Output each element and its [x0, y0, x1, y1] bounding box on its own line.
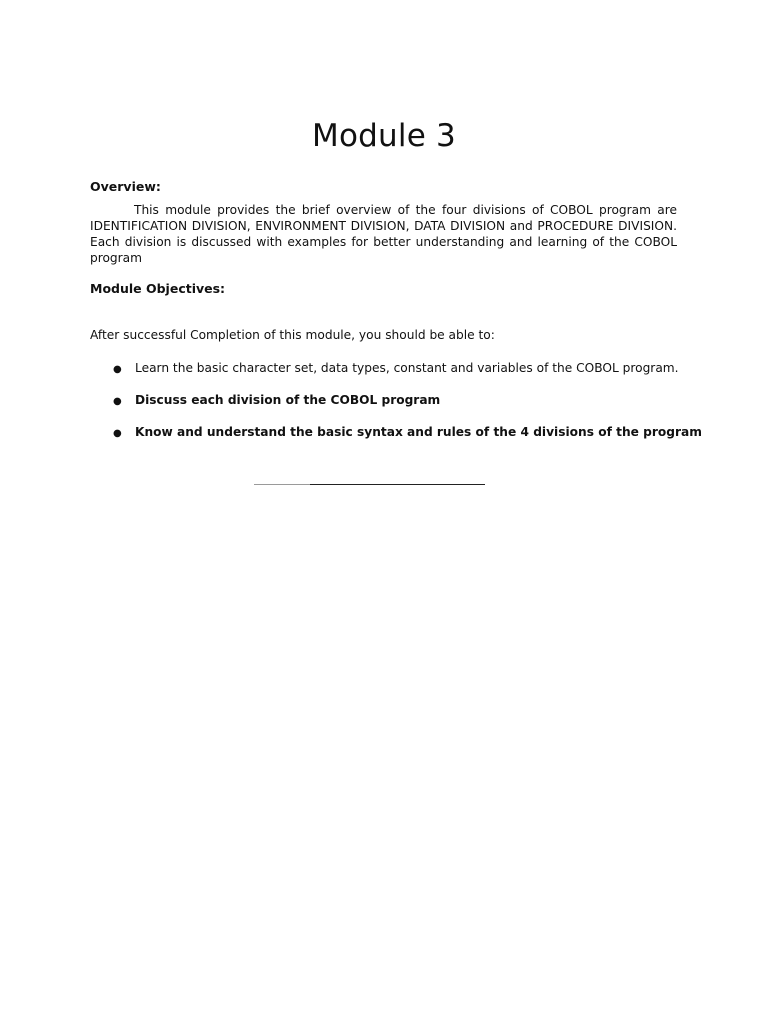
objective-text: Know and understand the basic syntax and rules of the 4 divisions of the program [135, 425, 702, 439]
objective-text: Discuss each division of the COBOL program [135, 393, 441, 407]
overview-heading: Overview: [90, 179, 161, 194]
objective-item [113, 360, 679, 378]
bullet-icon: ● [113, 364, 122, 375]
horizontal-rule [254, 484, 485, 485]
objectives-heading: Module Objectives: [90, 281, 226, 296]
objectives-intro: After successful Completion of this module, you should be able to: [90, 328, 495, 342]
objective-item [113, 424, 702, 442]
overview-paragraph [90, 202, 677, 266]
bullet-icon: ● [113, 396, 122, 407]
bullet-icon: ● [113, 428, 122, 439]
objective-text: Learn the basic character set, data types, constant and variables of the COBOL program. [135, 361, 679, 375]
objective-item [113, 392, 440, 410]
page-title: Module 3 [312, 118, 456, 154]
overview-text: This module provides the brief overview of the four divisions of COBOL program are IDENTIFICATION DIVISION, ENVIRONMENT DIVISION, DATA DIVISION and PROCEDURE DIVISION. Each division is discussed with examples for better understanding and learning of the COBOL program [90, 203, 677, 265]
